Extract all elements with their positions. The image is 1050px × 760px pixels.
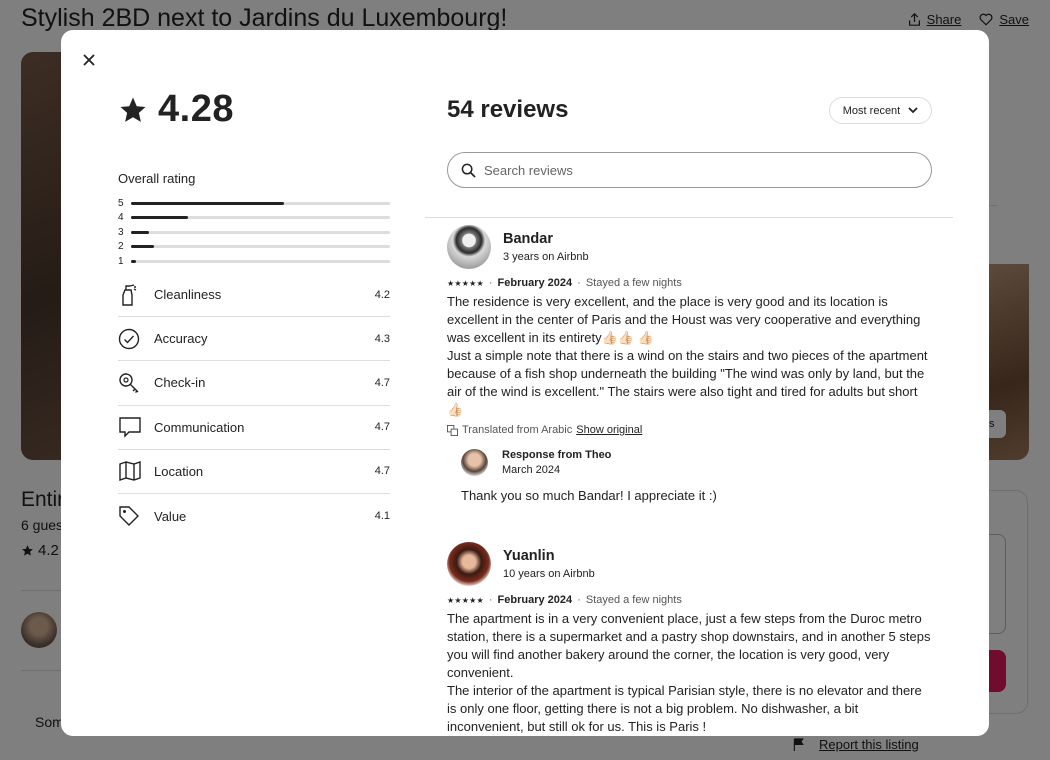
close-button[interactable]	[77, 48, 101, 72]
review-item	[447, 542, 932, 736]
overall-rating-label: Overall rating	[118, 171, 196, 186]
rating-bar-label: 2	[118, 241, 124, 253]
review-date: February 2024	[497, 594, 573, 606]
translated-label: Translated from Arabic	[462, 424, 573, 436]
review-meta: ★★★★★ · February 2024 · Stayed a few nights	[447, 277, 682, 289]
response-date: March 2024	[502, 464, 561, 476]
host-avatar[interactable]	[461, 449, 488, 476]
category-value: 4.7	[374, 421, 390, 434]
reviewer-name: Bandar	[503, 231, 553, 247]
review-meta: ★★★★★ · February 2024 · Stayed a few nights	[447, 594, 682, 606]
category-name: Cleanliness	[154, 287, 222, 303]
rating-bar-row	[118, 211, 390, 226]
review-stay: Stayed a few nights	[585, 594, 682, 606]
rating-bar-label: 3	[118, 226, 124, 238]
host-response	[461, 449, 932, 503]
category-ratings	[118, 273, 390, 538]
divider	[425, 217, 953, 218]
rating-bar-fill	[131, 260, 136, 263]
search-input[interactable]	[484, 163, 931, 178]
rating-bar-row	[118, 225, 390, 240]
review-item	[447, 225, 932, 503]
rating-bar-track	[131, 245, 390, 248]
close-icon	[83, 54, 95, 66]
review-stars: ★★★★★	[447, 595, 484, 605]
category-name: Location	[154, 463, 204, 479]
rating-bar-label: 5	[118, 197, 124, 209]
translation-note	[447, 424, 932, 436]
translate-icon	[447, 425, 458, 436]
rating-bar-track	[131, 216, 390, 219]
rating-bar-fill	[131, 231, 149, 234]
rating-bar-row	[118, 240, 390, 255]
search-reviews-field[interactable]	[447, 152, 932, 188]
sort-dropdown[interactable]	[829, 97, 932, 124]
category-name: Value	[154, 508, 187, 524]
category-name: Communication	[154, 419, 245, 435]
chevron-down-icon	[908, 107, 918, 114]
category-value: 4.1	[374, 510, 390, 523]
category-row-check-in	[118, 361, 390, 405]
rating-bar-track	[131, 231, 390, 234]
search-icon	[461, 163, 476, 178]
rating-bar-fill	[131, 202, 284, 205]
review-text: The apartment is in a very convenient place, just a few steps from the Duroc metro station, there is a supermarket and a pastry shop downstairs, and in another 5 steps you will find another bakery around the corner, the location is very good, very convenient. The interior of the apartment is typical Parisian style, there is no elevator and there is only one floor, getting there is not a big problem. No dishwasher, a bit inconvenient, but still ok for us. This is Paris !	[447, 611, 931, 734]
overall-rating	[118, 88, 234, 131]
response-text: Thank you so much Bandar! I appreciate it :)	[461, 488, 717, 503]
chat-bubble-icon	[118, 416, 154, 438]
category-row-value	[118, 494, 390, 538]
sort-label: Most recent	[842, 104, 901, 117]
reviews-modal	[61, 30, 989, 736]
rating-bar-row	[118, 254, 390, 269]
category-row-communication	[118, 406, 390, 450]
review-text: The residence is very excellent, and the place is very good and its location is excellent in the center of Paris and the Houst was very cooperative and everything was excellent in its entirety👍🏻👍🏻 👍🏻 Just a simple note that there is a wind on the stairs and two pieces of the apartment because of a fish shop underneath the building "The wind was only by land, but the air of the wind is excellent." The stairs were also tight and tired for adults but short👍🏻	[447, 294, 928, 417]
rating-bar-track	[131, 260, 390, 263]
category-value: 4.2	[374, 288, 390, 301]
review-date: February 2024	[497, 277, 573, 289]
category-value: 4.3	[374, 332, 390, 345]
check-circle-icon	[118, 328, 154, 350]
category-row-location	[118, 450, 390, 494]
category-row-cleanliness	[118, 273, 390, 317]
category-name: Accuracy	[154, 331, 208, 347]
show-original-link[interactable]: Show original	[576, 424, 643, 436]
reviewer-name: Yuanlin	[503, 548, 555, 564]
reviewer-avatar[interactable]	[447, 225, 491, 269]
reviewer-tenure: 10 years on Airbnb	[503, 568, 595, 580]
rating-bar-fill	[131, 245, 154, 248]
review-stay: Stayed a few nights	[585, 277, 682, 289]
rating-bar-row	[118, 196, 390, 211]
key-icon	[118, 372, 154, 394]
rating-distribution	[118, 196, 390, 269]
tag-icon	[118, 505, 154, 527]
category-value: 4.7	[374, 465, 390, 478]
map-icon	[118, 460, 154, 482]
reviewer-avatar[interactable]	[447, 542, 491, 586]
category-row-accuracy	[118, 317, 390, 361]
star-icon	[118, 95, 148, 125]
rating-bar-track	[131, 202, 390, 205]
rating-bar-label: 4	[118, 212, 124, 224]
category-name: Check-in	[154, 375, 206, 391]
reviewer-tenure: 3 years on Airbnb	[503, 251, 589, 263]
reviews-count-title: 54 reviews	[447, 96, 569, 123]
rating-bar-fill	[131, 216, 188, 219]
response-author: Response from Theo	[502, 449, 612, 461]
review-stars: ★★★★★	[447, 278, 484, 288]
category-value: 4.7	[374, 376, 390, 389]
spray-bottle-icon	[118, 283, 154, 307]
rating-bar-label: 1	[118, 255, 124, 267]
overall-rating-value: 4.28	[158, 88, 234, 130]
